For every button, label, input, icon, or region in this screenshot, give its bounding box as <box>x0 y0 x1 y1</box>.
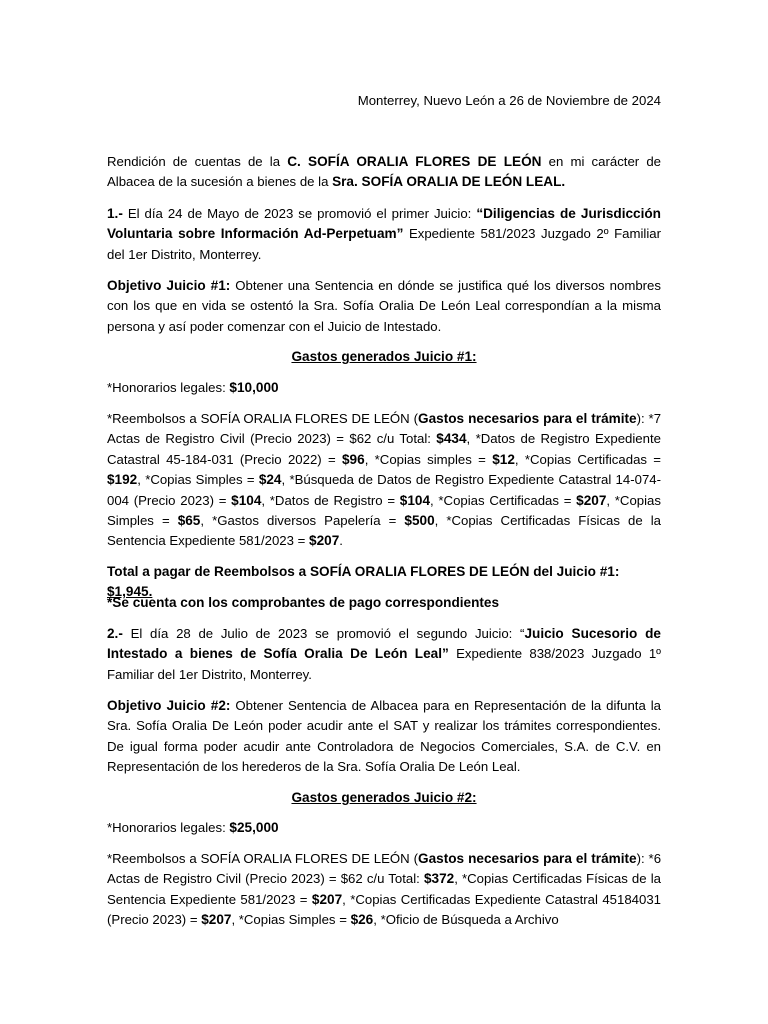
juicio2-paragraph: 2.- El día 28 de Julio de 2023 se promovió el segundo Juicio: “Juicio Sucesorio de Intestado a bienes de Sofía Oralia De León Leal” Expediente 838/2023 Juzgado 1º Familiar del 1er Distrito, Monterrey. <box>107 626 661 682</box>
juicio2-objective: Objetivo Juicio #2: Obtener Sentencia de Albacea para en Representación de la difunta la Sra. Sofía Oralia De León poder acudir ante el SAT y realizar los trámites correspondientes. De igual forma poder acudir ante Controladora de Negocios Comerciales, S.A. de C.V. en Representación de los herederos de la Sra. Sofía Oralia De León Leal. <box>107 698 661 775</box>
juicio2-gastos-heading: Gastos generados Juicio #2: <box>291 790 477 805</box>
intro-paragraph: Rendición de cuentas de la C. SOFÍA ORALIA FLORES DE LEÓN en mi carácter de Albacea de la sucesión a bienes de la Sra. SOFÍA ORALIA DE LEÓN LEAL. <box>107 154 662 190</box>
juicio1-gastos-heading: Gastos generados Juicio #1: <box>291 349 477 364</box>
juicio2-honorarios: *Honorarios legales: $25,000 <box>107 820 279 835</box>
juicio1-objective: Objetivo Juicio #1: Obtener una Sentencia en dónde se justifica qué los diversos nombres con los que en vida se ostentó la Sra. Sofía Oralia De León Leal correspondían a la misma persona y así poder comenzar con el Juicio de Intestado. <box>107 278 661 334</box>
juicio1-paragraph: 1.- El día 24 de Mayo de 2023 se promovió el primer Juicio: “Diligencias de Jurisdicción Voluntaria sobre Información Ad-Perpetuam” Expediente 581/2023 Juzgado 2º Familiar del 1er Distrito, Monterrey. <box>107 206 661 262</box>
juicio1-honorarios: *Honorarios legales: $10,000 <box>107 380 279 395</box>
juicio1-reembolsos: *Reembolsos a SOFÍA ORALIA FLORES DE LEÓN (Gastos necesarios para el trámite): *7 Actas de Registro Civil (Precio 2023) = $62 c/u Total: $434, *Datos de Registro Expediente Catastral 45-184-031 (Precio 2022) = $96, *Copias simples = $12, *Copias Certificadas = $192, *Copias Simples = $24, *Búsqueda de Datos de Registro Expediente Catastral 14-074-004 (Precio 2023) = $104, *Datos de Registro = $104, *Copias Certificadas = $207, *Copias Simples = $65, *Gastos diversos Papelería = $500, *Copias Certificadas Físicas de la Sentencia Expediente 581/2023 = $207. <box>107 411 662 549</box>
juicio1-comprobantes: *Se cuenta con los comprobantes de pago correspondientes <box>107 595 500 610</box>
juicio1-total: Total a pagar de Reembolsos a SOFÍA ORALIA FLORES DE LEÓN del Juicio #1: $1,945. <box>107 564 620 600</box>
date-line: Monterrey, Nuevo León a 26 de Noviembre de 2024 <box>357 93 661 108</box>
juicio2-reembolsos: *Reembolsos a SOFÍA ORALIA FLORES DE LEÓN (Gastos necesarios para el trámite): *6 Actas de Registro Civil (Precio 2023) = $62 c/u Total: $372, *Copias Certificadas Físicas de la Sentencia Expediente 581/2023 = $207, *Copias Certificadas Expediente Catastral 45184031 (Precio 2023) = $207, *Copias Simples = $26, *Oficio de Búsqueda a Archivo <box>107 851 662 928</box>
